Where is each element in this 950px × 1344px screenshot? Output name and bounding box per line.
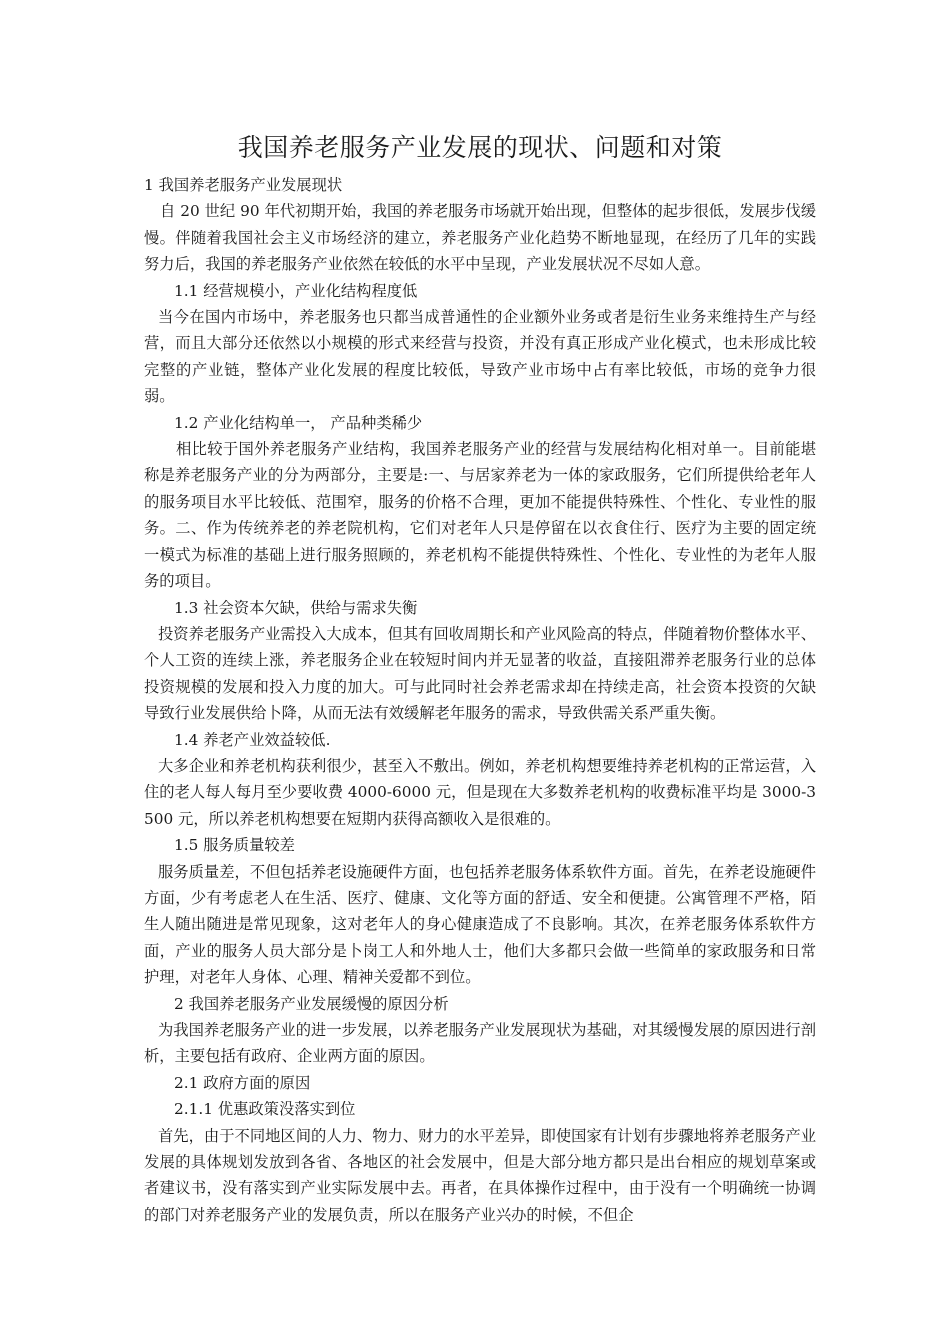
paragraph: 首先，由于不同地区间的人力、物力、财力的水平差异，即使国家有计划有步骤地将养老服务产业发展的具体规划发放到各省、各地区的社会发展中，但是大部分地方都只是出台相应的规划草案或者建议书，没有落实到产业实际发展中去。再者，在具体操作过程中，由于没有一个明确统一协调的部门对养老服务产业的发展负责，所以在服务产业兴办的时候，不但企 bbox=[144, 1126, 816, 1224]
section-heading: 1 我国养老服务产业发展现状 bbox=[144, 176, 343, 194]
paragraph: 大多企业和养老机构获利很少，甚至入不敷出。例如，养老机构想要维持养老机构的正常运营，入住的老人每人每月至少要收费 4000-6000 元，但是现在大多数养老机构的收费标准平均是 3000-3500 元，所以养老机构想要在短期内获得高额收入是很难的。 bbox=[144, 756, 816, 828]
section-heading: 1.1 经营规模小，产业化结构程度低 bbox=[174, 281, 418, 300]
document-title: 我国养老服务产业发展的现状、问题和对策 bbox=[237, 133, 723, 162]
paragraph: 相比较于国外养老服务产业结构，我国养老服务产业的经营与发展结构化相对单一。目前能堪称是养老服务产业的分为两部分，主要是:一、与居家养老为一体的家政服务，它们所提供给老年人的服务项目水平比较低、范围窄，服务的价格不合理，更加不能提供特殊性、个性化、专业性的服务。二、作为传统养老的养老院机构，它们对老年人只是停留在以衣食住行、医疗为主要的固定统一模式为标准的基础上进行服务照顾的，养老机构不能提供特殊性、个性化、专业性的为老年人服务的项目。 bbox=[144, 440, 816, 591]
paragraph: 为我国养老服务产业的进一步发展，以养老服务产业发展现状为基础，对其缓慢发展的原因进行剖析，主要包括有政府、企业两方面的原因。 bbox=[144, 1021, 816, 1066]
document-body bbox=[144, 172, 816, 1228]
section-heading: 1.4 养老产业效益较低. bbox=[174, 730, 331, 749]
paragraph: 当今在国内市场中，养老服务也只都当成普通性的企业额外业务或者是衍生业务来维持生产与经营，而且大部分还依然以小规模的形式来经营与投资，并没有真正形成产业化模式，也未形成比较完整的产业链，整体产业化发展的程度比较低，导致产业市场中占有率比较低，市场的竞争力很弱。 bbox=[144, 308, 816, 406]
section-heading: 2.1 政府方面的原因 bbox=[174, 1073, 311, 1092]
section-heading: 2 我国养老服务产业发展缓慢的原因分析 bbox=[174, 994, 449, 1013]
paragraph: 投资养老服务产业需投入大成本，但其有回收周期长和产业风险高的特点，伴随着物价整体水平、个人工资的连续上涨，养老服务企业在较短时间内并无显著的收益，直接阻滞养老服务行业的总体投资规模的发展和投入力度的加大。可与此同时社会养老需求却在持续走高，社会资本投资的欠缺导致行业发展供给卜降，从而无法有效缓解老年服务的需求，导致供需关系严重失衡。 bbox=[144, 624, 816, 723]
section-heading: 1.5 服务质量较差 bbox=[174, 836, 295, 855]
document-page bbox=[144, 128, 816, 1228]
section-heading: 1.2 产业化结构单一， 产品种类稀少 bbox=[174, 413, 423, 432]
paragraph: 服务质量差，不但包括养老设施硬件方面，也包括养老服务体系软件方面。首先，在养老设施硬件方面，少有考虑老人在生活、医疗、健康、文化等方面的舒适、安全和便捷。公寓管理不严格，陌生人随出随进是常见现象，这对老年人的身心健康造成了不良影响。其次，在养老服务体系软件方面，产业的服务人员大部分是卜岗工人和外地人士，他们大多都只会做一些简单的家政服务和日常护理，对老年人身体、心理、精神关爱都不到位。 bbox=[144, 862, 816, 987]
section-heading: 1.3 社会资本欠缺，供给与需求失衡 bbox=[174, 598, 418, 617]
paragraph: 自 20 世纪 90 年代初期开始，我国的养老服务市场就开始出现，但整体的起步很低，发展步伐缓慢。伴随着我国社会主义市场经济的建立，养老服务产业化趋势不断地显现，在经历了几年的实践努力后，我国的养老服务产业依然在较低的水平中呈现，产业发展状况不尽如人意。 bbox=[144, 202, 816, 274]
section-heading: 2.1.1 优惠政策没落实到位 bbox=[174, 1100, 356, 1119]
